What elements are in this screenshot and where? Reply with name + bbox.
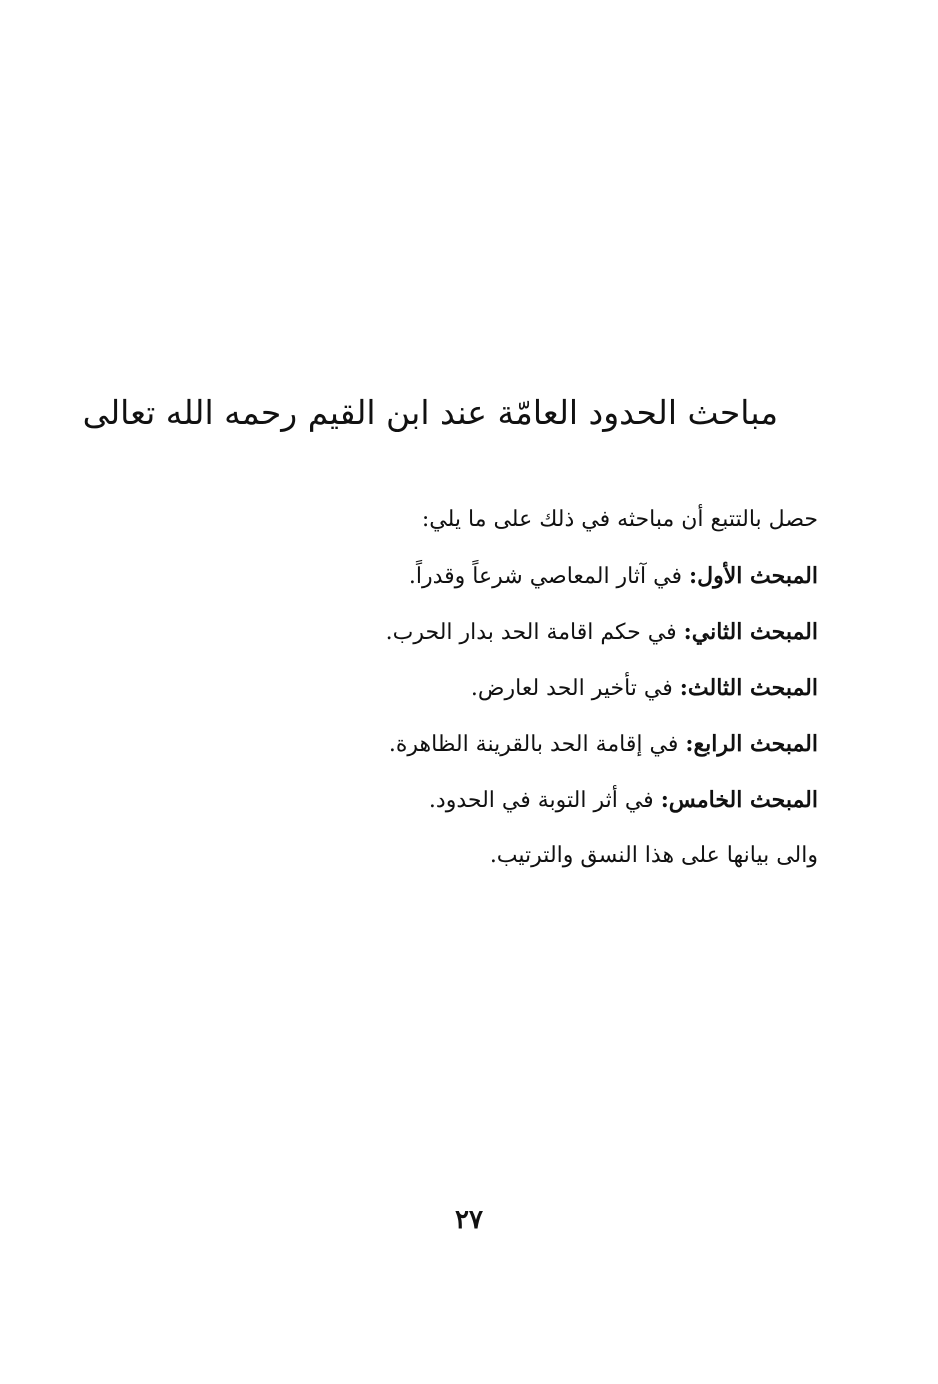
section-label: المبحث الأول: xyxy=(688,563,818,589)
section-line-4 xyxy=(258,716,818,772)
chapter-body xyxy=(258,492,818,884)
section-line-3 xyxy=(258,660,818,716)
section-text: في تأخير الحد لعارض. xyxy=(470,676,673,701)
section-text: في حكم اقامة الحد بدار الحرب. xyxy=(385,620,677,645)
section-text: في إقامة الحد بالقرينة الظاهرة. xyxy=(388,732,679,757)
section-line-1 xyxy=(258,548,818,604)
section-line-5 xyxy=(258,772,818,828)
chapter-title: مباحث الحدود العامّة عند ابن القيم رحمه الله تعالى xyxy=(82,393,778,432)
section-label: المبحث الثالث: xyxy=(679,675,818,701)
section-text: في أثر التوبة في الحدود. xyxy=(428,788,654,813)
section-label: المبحث الخامس: xyxy=(660,787,818,813)
section-label: المبحث الثاني: xyxy=(683,619,818,645)
page-number: ٢٧ xyxy=(455,1205,483,1235)
closing-line: والى بيانها على هذا النسق والترتيب. xyxy=(489,843,818,868)
section-line-2 xyxy=(258,604,818,660)
section-text: في آثار المعاصي شرعاً وقدراً. xyxy=(408,564,682,589)
intro-line: حصل بالتتبع أن مباحثه في ذلك على ما يلي: xyxy=(421,507,818,532)
section-label: المبحث الرابع: xyxy=(685,731,818,757)
